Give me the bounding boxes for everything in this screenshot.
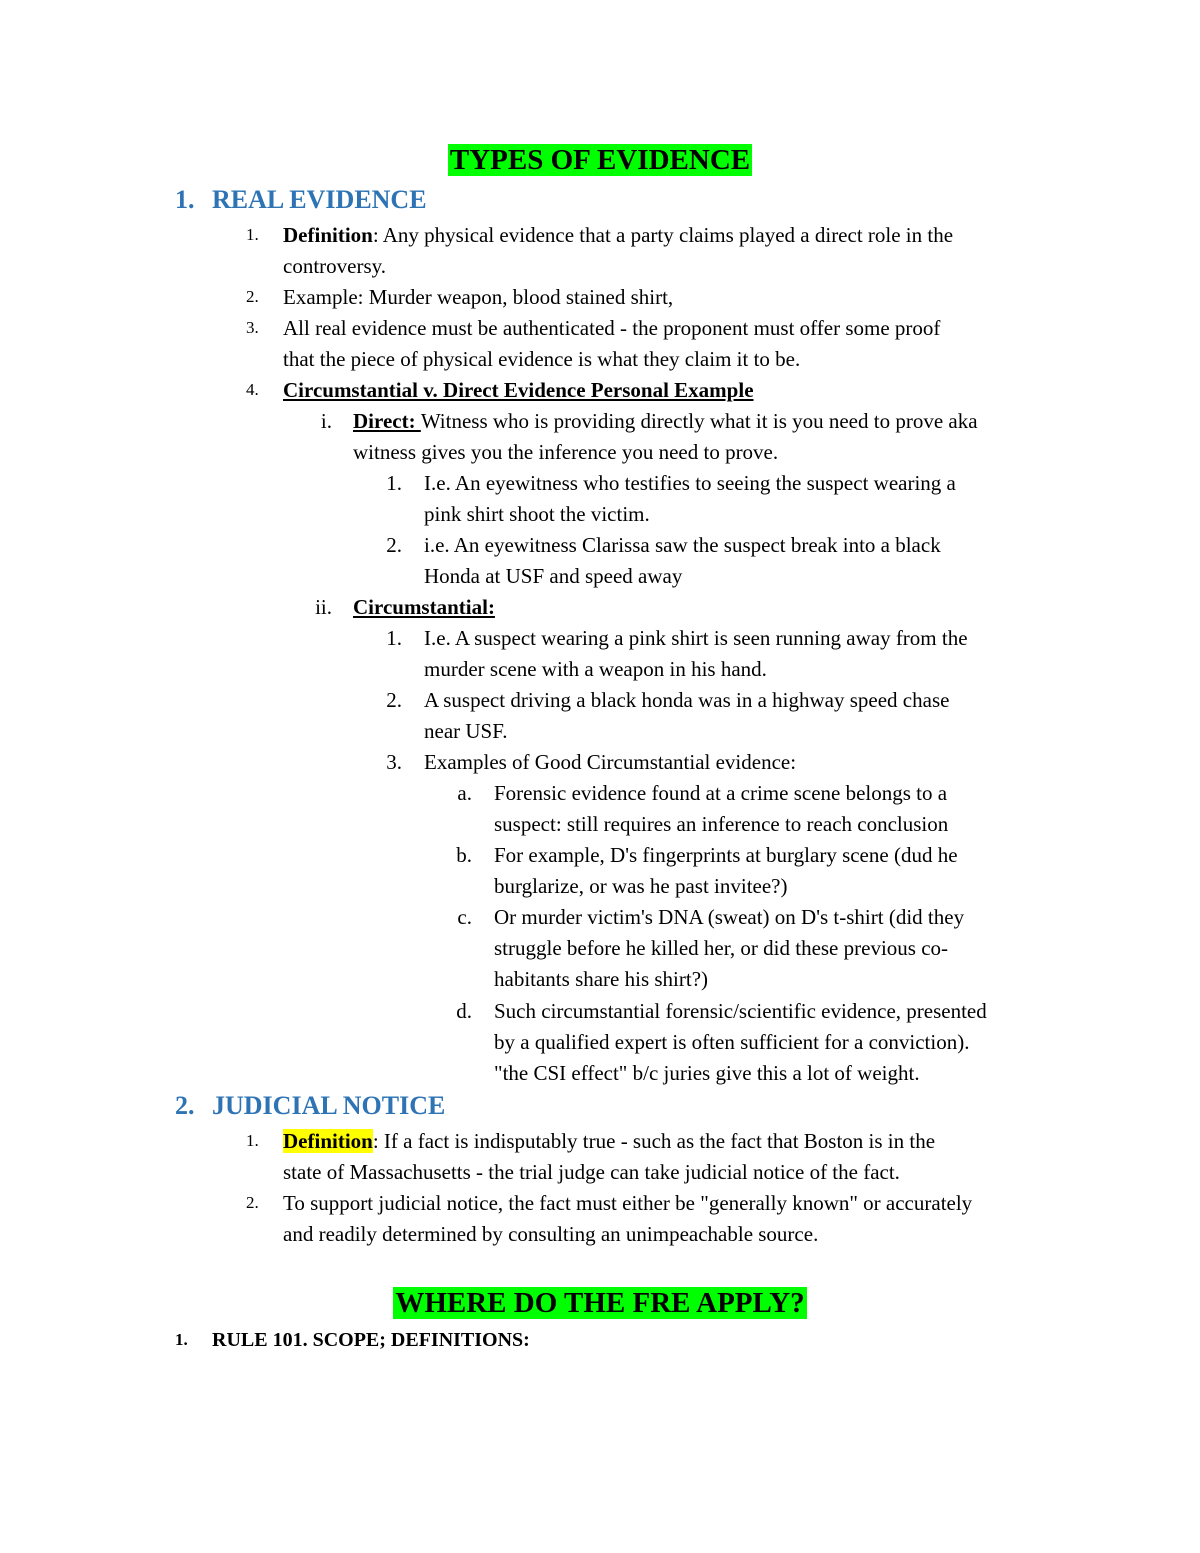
list-item-continued: pink shirt shoot the victim. <box>424 502 650 526</box>
list-number: 2. <box>246 287 259 306</box>
section-title-fre: WHERE DO THE FRE APPLY? <box>395 1287 805 1319</box>
list-item: For example, D's fingerprints at burglary scene (dud he <box>494 843 958 867</box>
list-number: 1. <box>246 1131 259 1150</box>
section-number: 1. <box>175 185 195 214</box>
list-item: Example: Murder weapon, blood stained shirt, <box>283 285 674 309</box>
section-number: 2. <box>175 1091 195 1120</box>
list-letter: c. <box>457 905 472 929</box>
list-item-continued: by a qualified expert is often sufficient for a conviction). <box>494 1030 970 1054</box>
list-number: 3. <box>246 318 259 337</box>
section-heading-real-evidence: REAL EVIDENCE <box>212 185 427 214</box>
list-item-continued: burglarize, or was he past invitee?) <box>494 874 788 898</box>
definition-label: Definition <box>283 223 373 247</box>
list-item-continued: murder scene with a weapon in his hand. <box>424 657 767 681</box>
list-item-continued: "the CSI effect" b/c juries give this a lot of weight. <box>494 1061 920 1085</box>
list-item: I.e. An eyewitness who testifies to seeing the suspect wearing a <box>424 471 956 495</box>
list-item-continued: Honda at USF and speed away <box>424 564 683 588</box>
list-item-continued: and readily determined by consulting an unimpeachable source. <box>283 1222 819 1246</box>
section-heading-judicial-notice: JUDICIAL NOTICE <box>212 1091 446 1120</box>
list-number: 2. <box>386 533 402 557</box>
list-item: Direct: Witness who is providing directly what it is you need to prove aka <box>353 409 978 433</box>
list-number: 1. <box>386 626 402 650</box>
list-letter: a. <box>457 781 472 805</box>
list-number: 1. <box>386 471 402 495</box>
list-item-continued: struggle before he killed her, or did these previous co- <box>494 936 949 960</box>
list-item: A suspect driving a black honda was in a highway speed chase <box>424 688 950 712</box>
list-item: To support judicial notice, the fact must either be "generally known" or accurately <box>283 1191 973 1215</box>
list-item-continued: near USF. <box>424 719 508 743</box>
list-number: 4. <box>246 380 259 399</box>
list-item-continued: suspect: still requires an inference to reach conclusion <box>494 812 949 836</box>
circumstantial-direct-label: Circumstantial v. Direct Evidence Personal Example <box>283 378 754 402</box>
list-item: Definition: Any physical evidence that a party claims played a direct role in the <box>283 223 954 247</box>
list-item: Such circumstantial forensic/scientific evidence, presented <box>494 999 987 1023</box>
list-letter: b. <box>456 843 472 867</box>
list-item: I.e. A suspect wearing a pink shirt is seen running away from the <box>424 626 968 650</box>
list-item <box>353 594 495 620</box>
list-item-continued: habitants share his shirt?) <box>494 967 709 991</box>
list-item: Examples of Good Circumstantial evidence: <box>424 750 797 774</box>
list-item: Definition: If a fact is indisputably true - such as the fact that Boston is in the <box>283 1129 936 1153</box>
circumstantial-label: Circumstantial: <box>353 595 495 619</box>
list-number: i. <box>320 409 332 433</box>
list-number: 2. <box>386 688 402 712</box>
rule-heading: RULE 101. SCOPE; DEFINITIONS: <box>212 1329 530 1351</box>
page-title: TYPES OF EVIDENCE <box>449 144 751 176</box>
list-number: ii. <box>315 595 332 619</box>
list-letter: d. <box>456 999 472 1023</box>
direct-label: Direct: <box>353 409 421 433</box>
list-number: 1. <box>175 1330 188 1349</box>
list-item-continued: controversy. <box>283 254 387 278</box>
list-item-continued: state of Massachusetts - the trial judge can take judicial notice of the fact. <box>283 1160 900 1184</box>
list-item-continued: witness gives you the inference you need to prove. <box>353 440 779 464</box>
list-item: Forensic evidence found at a crime scene belongs to a <box>494 781 948 805</box>
list-item: i.e. An eyewitness Clarissa saw the suspect break into a black <box>424 533 941 557</box>
list-item: All real evidence must be authenticated - the proponent must offer some proof <box>283 316 941 340</box>
list-item: Or murder victim's DNA (sweat) on D's t-shirt (did they <box>494 905 965 929</box>
list-item-continued: that the piece of physical evidence is what they claim it to be. <box>283 347 801 371</box>
list-number: 2. <box>246 1193 259 1212</box>
list-number: 3. <box>386 750 402 774</box>
list-item <box>283 377 754 403</box>
definition-label: Definition <box>283 1129 373 1153</box>
list-number: 1. <box>246 225 259 244</box>
